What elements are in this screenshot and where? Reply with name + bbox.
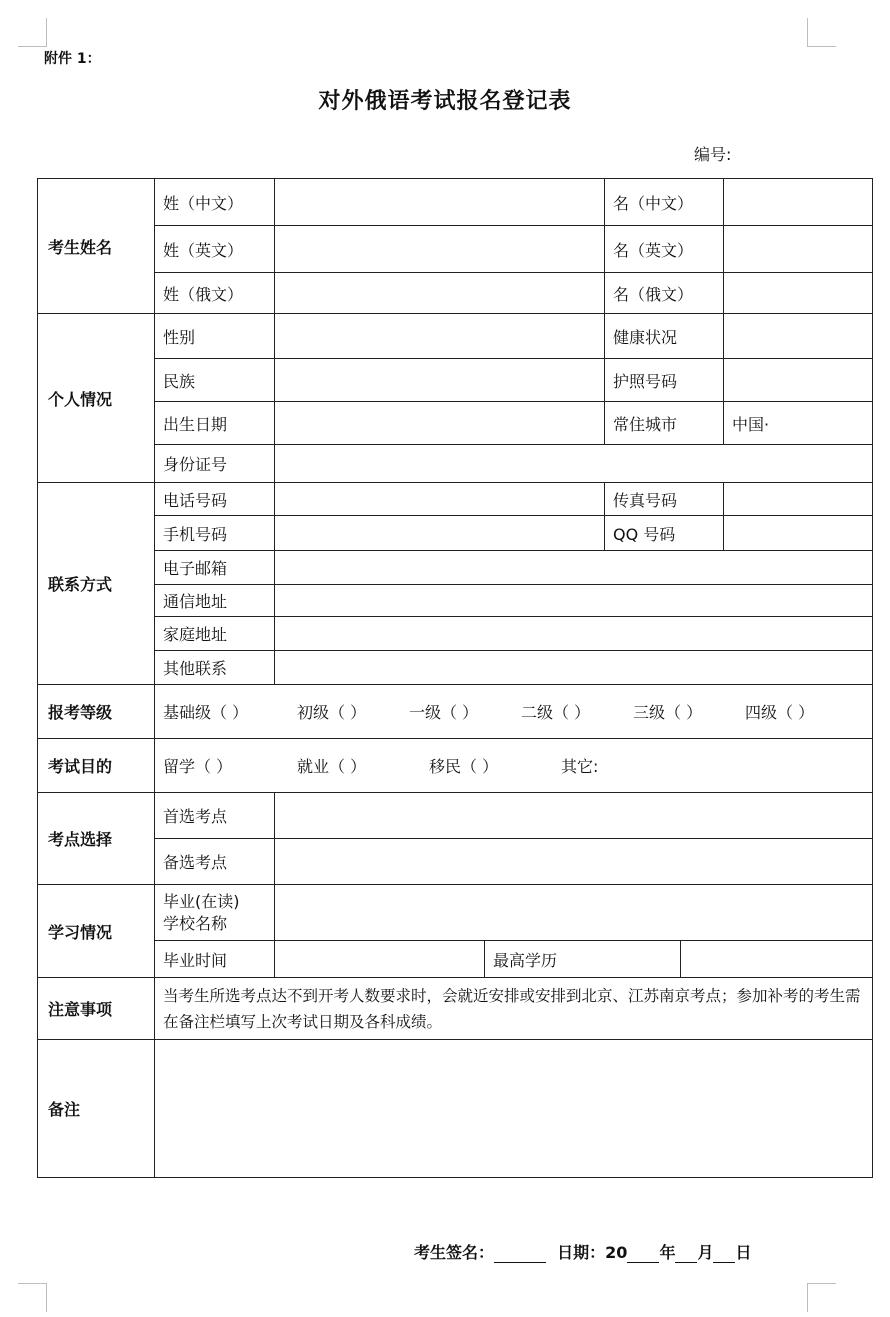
surname-cn-field[interactable]: [275, 179, 605, 226]
surname-ru-label: 姓（俄文）: [155, 273, 275, 314]
phone-label: 电话号码: [155, 483, 275, 516]
crop-mark-bottom-left: [18, 1283, 47, 1312]
given-en-field[interactable]: [724, 226, 872, 272]
email-field[interactable]: [275, 551, 873, 585]
level-option-second[interactable]: 二级（ ）: [521, 703, 591, 722]
date-label: 日期：20: [557, 1243, 628, 1262]
purpose-options: [163, 754, 864, 777]
highest-degree-label: 最高学历: [485, 941, 681, 977]
section-purpose-label: 考试目的: [38, 739, 155, 793]
surname-cn-label: 姓（中文）: [155, 179, 275, 226]
given-cn-label: 名（中文）: [605, 179, 724, 225]
crop-mark-bottom-right: [807, 1283, 836, 1312]
passport-field[interactable]: [724, 359, 872, 401]
level-option-fourth[interactable]: 四级（ ）: [745, 703, 815, 722]
passport-label: 护照号码: [605, 359, 724, 401]
grad-time-label: 毕业时间: [155, 941, 275, 978]
given-en-label: 名（英文）: [605, 226, 724, 272]
email-label: 电子邮箱: [155, 551, 275, 585]
crop-mark-top-right: [807, 18, 836, 47]
registration-form-table: [37, 178, 873, 1178]
date-year-field[interactable]: [627, 1246, 659, 1263]
birth-date-field[interactable]: [275, 402, 605, 445]
mobile-field[interactable]: [275, 516, 605, 551]
other-contact-label: 其他联系: [155, 651, 275, 685]
section-contact-label: 联系方式: [38, 483, 155, 685]
remarks-field[interactable]: [155, 1040, 873, 1178]
other-contact-field[interactable]: [275, 651, 873, 685]
school-name-label-line2: 学校名称: [163, 913, 228, 933]
purpose-option-other[interactable]: 其它:: [561, 757, 599, 776]
residence-city-label: 常住城市: [605, 402, 724, 444]
level-option-first[interactable]: 一级（ ）: [409, 703, 479, 722]
date-month-label: 月: [697, 1243, 714, 1262]
date-day-label: 日: [735, 1243, 752, 1262]
home-address-field[interactable]: [275, 617, 873, 651]
fax-field[interactable]: [724, 483, 872, 515]
level-option-third[interactable]: 三级（ ）: [633, 703, 703, 722]
signature-field[interactable]: [494, 1246, 546, 1263]
residence-city-field[interactable]: 中国·: [732, 414, 770, 434]
grad-time-field[interactable]: [275, 941, 485, 978]
section-level-label: 报考等级: [38, 685, 155, 739]
section-notes-label: 注意事项: [38, 978, 155, 1040]
id-number-field[interactable]: [275, 445, 873, 483]
qq-field[interactable]: [724, 516, 872, 550]
phone-field[interactable]: [275, 483, 605, 516]
purpose-option-immigration[interactable]: 移民（ ）: [429, 757, 499, 776]
mobile-label: 手机号码: [155, 516, 275, 551]
purpose-option-work[interactable]: 就业（ ）: [297, 757, 367, 776]
backup-site-field[interactable]: [275, 839, 873, 885]
purpose-option-study[interactable]: 留学（ ）: [163, 757, 233, 776]
mail-address-field[interactable]: [275, 585, 873, 617]
first-site-field[interactable]: [275, 793, 873, 839]
given-cn-field[interactable]: [724, 179, 872, 225]
level-option-basic[interactable]: 基础级（ ）: [163, 703, 249, 722]
mail-address-label: 通信地址: [155, 585, 275, 617]
section-study-label: 学习情况: [38, 885, 155, 978]
surname-en-field[interactable]: [275, 226, 605, 273]
level-option-elementary[interactable]: 初级（ ）: [297, 703, 367, 722]
section-remarks-label: 备注: [38, 1040, 155, 1178]
school-name-label: [155, 885, 275, 941]
health-field[interactable]: [724, 314, 872, 358]
health-label: 健康状况: [605, 314, 724, 358]
ethnicity-field[interactable]: [275, 359, 605, 402]
serial-number-label: 编号:: [694, 145, 732, 164]
date-day-field[interactable]: [713, 1246, 735, 1263]
gender-field[interactable]: [275, 314, 605, 359]
qq-label: QQ 号码: [605, 516, 724, 550]
given-ru-field[interactable]: [724, 273, 872, 313]
gender-label: 性别: [155, 314, 275, 359]
backup-site-label: 备选考点: [155, 839, 275, 885]
signature-line: [414, 1240, 751, 1263]
surname-ru-field[interactable]: [275, 273, 605, 314]
date-year-label: 年: [659, 1243, 676, 1262]
level-options: [163, 700, 864, 723]
given-ru-label: 名（俄文）: [605, 273, 724, 313]
section-personal-label: 个人情况: [38, 314, 155, 483]
attachment-label: 附件 1：: [44, 51, 101, 67]
highest-degree-field[interactable]: [681, 941, 872, 977]
first-site-label: 首选考点: [155, 793, 275, 839]
section-name-label: 考生姓名: [38, 179, 155, 314]
section-site-label: 考点选择: [38, 793, 155, 885]
date-month-field[interactable]: [675, 1246, 697, 1263]
crop-mark-top-left: [18, 18, 47, 47]
home-address-label: 家庭地址: [155, 617, 275, 651]
notes-text: 当考生所选考点达不到开考人数要求时，会就近安排或安排到北京、江苏南京考点；参加补考的考生需在备注栏填写上次考试日期及各科成绩。: [155, 978, 873, 1040]
surname-en-label: 姓（英文）: [155, 226, 275, 273]
page-title: 对外俄语考试报名登记表: [318, 89, 572, 114]
school-name-field[interactable]: [275, 885, 873, 941]
ethnicity-label: 民族: [155, 359, 275, 402]
id-number-label: 身份证号: [155, 445, 275, 483]
fax-label: 传真号码: [605, 483, 724, 515]
birth-date-label: 出生日期: [155, 402, 275, 445]
school-name-label-line1: 毕业(在读): [163, 891, 240, 911]
signature-label: 考生签名：: [414, 1243, 495, 1262]
